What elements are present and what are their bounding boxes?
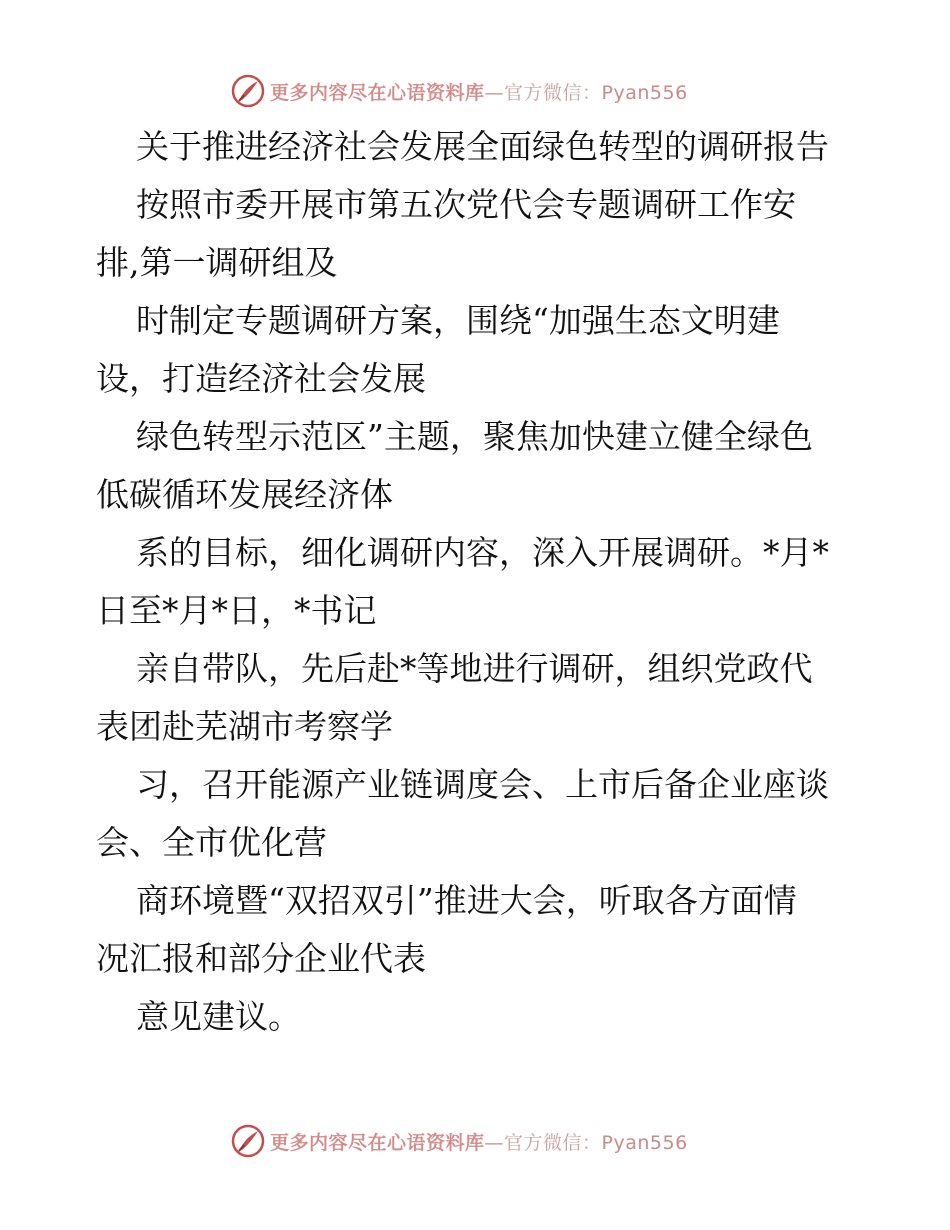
banner-brand: 更多内容尽在心语资料库 — [270, 81, 485, 104]
paragraph-line: 时制定专题调研方案，围绕“加强生态文明建 — [136, 301, 780, 340]
banner-separator: — — [484, 81, 505, 104]
header-watermark-banner — [230, 71, 710, 111]
document-title: 关于推进经济社会发展全面绿色转型的调研报告 — [136, 127, 829, 166]
paragraph-line: 日至*月*日，*书记 — [96, 591, 377, 630]
paragraph-line: 亲自带队，先后赴*等地进行调研，组织党政代 — [136, 649, 813, 688]
paragraph-line: 意见建议。 — [136, 997, 301, 1036]
paragraph-line: 会、全市优化营 — [96, 823, 327, 862]
banner-account: Pyan556 — [601, 81, 688, 104]
banner-separator: — — [484, 1131, 505, 1154]
banner-contact-label: 官方微信： — [504, 1131, 602, 1154]
paragraph-line: 按照市委开展市第五次党代会专题调研工作安 — [136, 185, 796, 224]
paragraph-line: 习，召开能源产业链调度会、上市后备企业座谈 — [136, 765, 829, 804]
footer-watermark-banner — [230, 1121, 710, 1161]
banner-text — [270, 1128, 688, 1155]
paragraph-line: 排,第一调研组及 — [96, 243, 338, 282]
banner-text — [270, 78, 688, 105]
quill-seal-icon — [230, 73, 266, 109]
paragraph-line: 商环境暨“双招双引”推进大会，听取各方面情 — [136, 881, 797, 920]
document-body — [96, 118, 856, 1046]
paragraph-line: 系的目标，细化调研内容，深入开展调研。*月* — [136, 533, 829, 572]
paragraph-line: 绿色转型示范区”主题，聚焦加快建立健全绿色 — [136, 417, 813, 456]
banner-account: Pyan556 — [601, 1131, 688, 1154]
quill-seal-icon — [230, 1123, 266, 1159]
banner-brand: 更多内容尽在心语资料库 — [270, 1131, 485, 1154]
paragraph-line: 设，打造经济社会发展 — [96, 359, 426, 398]
paragraph-line: 况汇报和部分企业代表 — [96, 939, 426, 978]
paragraph-line: 表团赴芜湖市考察学 — [96, 707, 393, 746]
banner-contact-label: 官方微信： — [504, 81, 602, 104]
paragraph-line: 低碳循环发展经济体 — [96, 475, 393, 514]
